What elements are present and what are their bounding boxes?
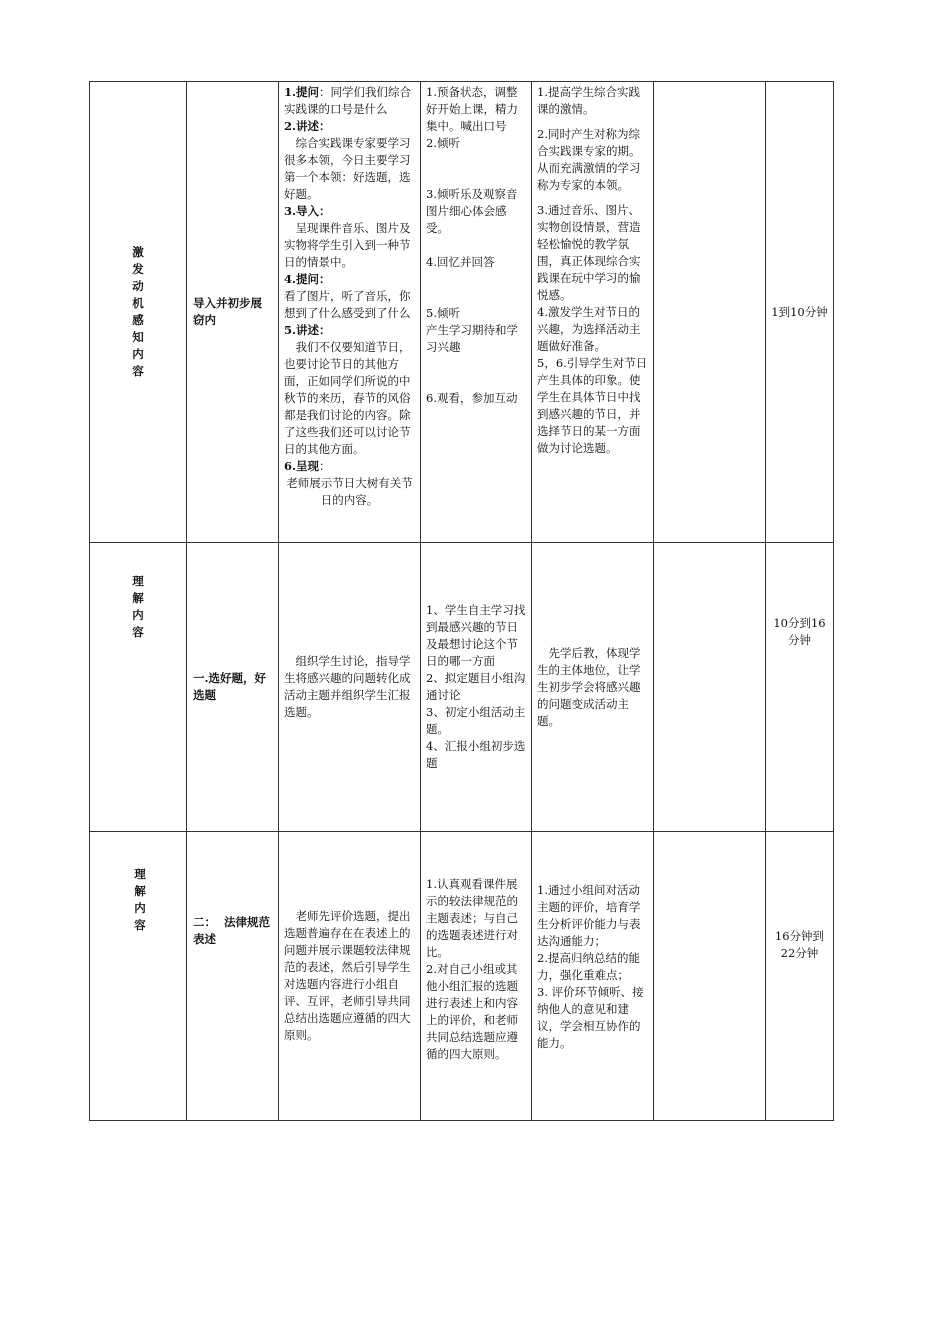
activity-cell: 导入并初步展窃内 xyxy=(187,82,279,543)
stage-cell: 理 解 内 容 xyxy=(90,543,187,832)
table-row xyxy=(90,832,834,1121)
stage-cell: 理 解 内 容 xyxy=(90,832,187,1121)
student-activity-cell: 1.预备状态，调整好开始上课，精力集中。喊出口号 2.倾听 3.倾听乐及观察音图片细心体会感受。 4.回忆并回答 5.倾听 产生学习期待和学习兴趣 6.观看，参加互动 xyxy=(421,82,532,543)
design-intent-cell: 1.通过小组间对活动主题的评价，培育学生分析评价能力与表达沟通能力； 2.提高归纳总结的能力，强化重难点； 3. 评价环节倾听、接纳他人的意见和建议，学会相互协作的能力。 xyxy=(532,832,654,1121)
design-intent-cell: 1.提高学生综合实践课的激情。 2.同时产生对称为综合实践课专家的期。从而充满激情的学习称为专家的本领。 3.通过音乐、图片、实物创设情景，营造轻松愉悦的教学氛围，真正体现综合实践课在玩中学习的愉悦感。 4.激发学生对节日的兴趣，为选择活动主题做好准备。 5，6.引导学生对节日产生具体的印象。使学生在具体节日中找到感兴趣的节日，并选择节日的某一方面做为讨论选题。 xyxy=(532,82,654,543)
table-row xyxy=(90,543,834,832)
teacher-activity-cell: 老师先评价选题，提出选题普遍存在在表述上的问题并展示课题较法律规范的表述，然后引导学生对选题内容进行小组自评、互评，老师引导共同总结出选题应遵循的四大原则。 xyxy=(279,832,421,1121)
student-activity-cell: 1、学生自主学习找到最感兴趣的节日及最想讨论这个节日的哪一方面 2、拟定题目小组沟通讨论 3、初定小组活动主题。 4、汇报小组初步选题 xyxy=(421,543,532,832)
time-cell: 16分钟到22分钟 xyxy=(766,832,834,1121)
stage-cell: 激 发 动 机 感 知 内 容 xyxy=(90,82,187,543)
teacher-activity-cell: 组织学生讨论，指导学生将感兴趣的问题转化成活动主题并组织学生汇报选题。 xyxy=(279,543,421,832)
design-intent-cell: 先学后教，体现学生的主体地位，让学生初步学会将感兴趣的问题变成活动主题。 xyxy=(532,543,654,832)
table-row xyxy=(90,82,834,543)
student-activity-cell: 1.认真观看课件展示的较法律规范的主题表述；与自己的选题表述进行对比。 2.对自己小组或其他小组汇报的选题进行表述上和内容上的评价，和老师共同总结选题应遵循的四大原则。 xyxy=(421,832,532,1121)
empty-cell xyxy=(654,82,766,543)
empty-cell xyxy=(654,543,766,832)
empty-cell xyxy=(654,832,766,1121)
time-cell: 10分到16分钟 xyxy=(766,543,834,832)
lesson-plan-table xyxy=(89,81,834,1121)
teacher-activity-cell: 1.提问：同学们我们综合实践课的口号是什么 2.讲述： 综合实践课专家要学习很多本领，今日主要学习第一个本领：好选题，选好题。 3.导入： 呈现课件音乐、图片及实物将学生引入到一种节日的情景中。 4.提问： 看了图片，听了音乐，你想到了什么感受到了什么 5.讲述： 我们不仅要知道节日，也要讨论节日的其他方面，正如同学们所说的中秋节的来历，春节的风俗都是我们讨论的内容。除了这些我们还可以讨论节日的其他方面。 6.呈现： 老师展示节日大树有关节日的内容。 xyxy=(279,82,421,543)
time-cell: 1到10分钟 xyxy=(766,82,834,543)
activity-cell: 二： 法律规范表述 xyxy=(187,832,279,1121)
activity-cell: 一.选好题，好选题 xyxy=(187,543,279,832)
